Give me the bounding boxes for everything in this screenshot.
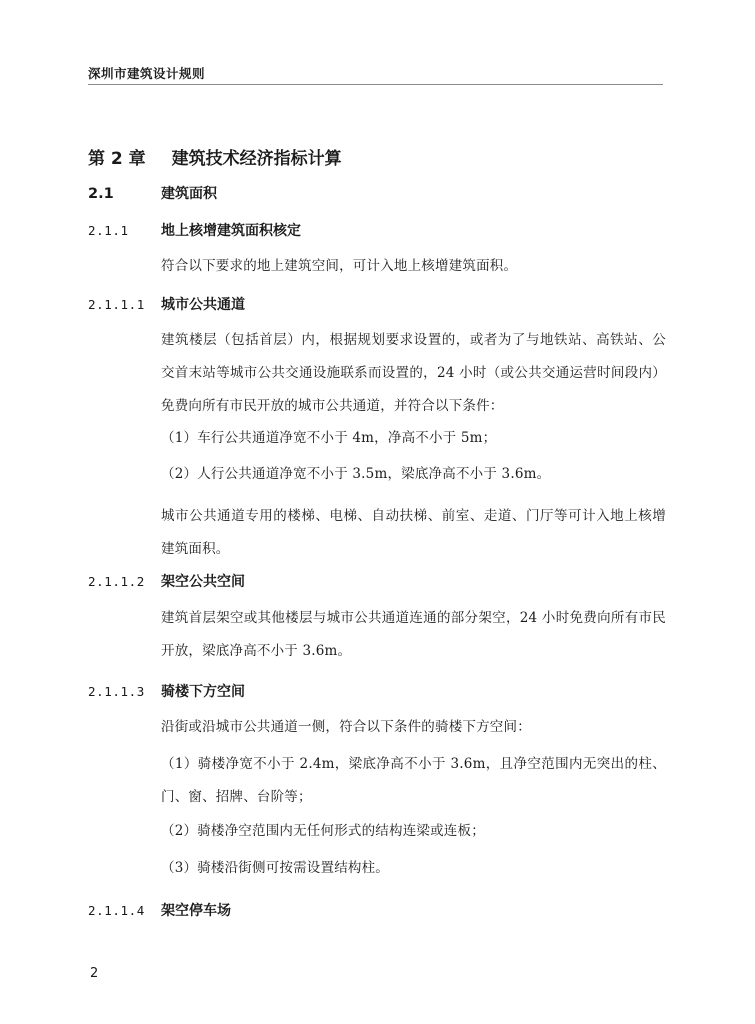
condition-item: （2）人行公共通道净宽不小于 3.5m，梁底净高不小于 3.6m。 xyxy=(161,466,551,482)
section-heading xyxy=(88,183,217,203)
header-title: 深圳市建筑设计规则 xyxy=(88,66,206,81)
clause-heading-2-1-1-2 xyxy=(88,571,245,591)
clause-number: 2.1.1.1 xyxy=(88,297,145,312)
section-title: 建筑面积 xyxy=(161,186,217,202)
clause-title: 架空公共空间 xyxy=(161,574,245,590)
paragraph: 建筑楼层（包括首层）内，根据规划要求设置的，或者为了与地铁站、高铁站、公交首末站等城市公共交通设施联系而设置的，24 小时（或公共交通运营时间段内）免费向所有市民开放的城市公共通道，并符合以下条件： xyxy=(161,332,666,414)
condition-item: （3）骑楼沿街侧可按需设置结构柱。 xyxy=(161,860,389,876)
clause-title: 城市公共通道 xyxy=(161,297,245,313)
condition-item: （2）骑楼净空范围内无任何形式的结构连梁或连板； xyxy=(161,823,485,839)
clause-title: 骑楼下方空间 xyxy=(161,684,245,700)
page-number: 2 xyxy=(90,966,99,981)
paragraph: 沿街或沿城市公共通道一侧，符合以下条件的骑楼下方空间： xyxy=(161,719,531,735)
chapter-title: 建筑技术经济指标计算 xyxy=(171,149,342,169)
condition-item: （1）车行公共通道净宽不小于 4m，净高不小于 5m； xyxy=(161,430,497,446)
clause-heading-2-1-1-3 xyxy=(88,681,245,701)
clause-heading-2-1-1-4 xyxy=(88,900,231,920)
chapter-number: 第 2 章 xyxy=(88,149,146,169)
clause-number: 2.1.1.3 xyxy=(88,684,145,699)
condition-item: （1）骑楼净宽不小于 2.4m，梁底净高不小于 3.6m，且净空范围内无突出的柱、门、窗、招牌、台阶等； xyxy=(161,756,666,805)
clause-number: 2.1.1.2 xyxy=(88,574,145,589)
clause-heading-2-1-1-1 xyxy=(88,294,245,314)
clause-number: 2.1.1.4 xyxy=(88,903,145,918)
clause-title: 架空停车场 xyxy=(161,903,231,919)
paragraph: 城市公共通道专用的楼梯、电梯、自动扶梯、前室、走道、门厅等可计入地上核增建筑面积。 xyxy=(161,508,666,557)
clause-title: 地上核增建筑面积核定 xyxy=(161,223,301,239)
chapter-heading xyxy=(88,144,342,169)
header-divider xyxy=(88,84,663,85)
paragraph: 建筑首层架空或其他楼层与城市公共通道连通的部分架空，24 小时免费向所有市民开放，梁底净高不小于 3.6m。 xyxy=(161,610,666,659)
section-number: 2.1 xyxy=(88,186,114,202)
clause-number: 2.1.1 xyxy=(88,223,129,238)
paragraph: 符合以下要求的地上建筑空间，可计入地上核增建筑面积。 xyxy=(161,258,518,274)
clause-heading-2-1-1 xyxy=(88,220,301,240)
